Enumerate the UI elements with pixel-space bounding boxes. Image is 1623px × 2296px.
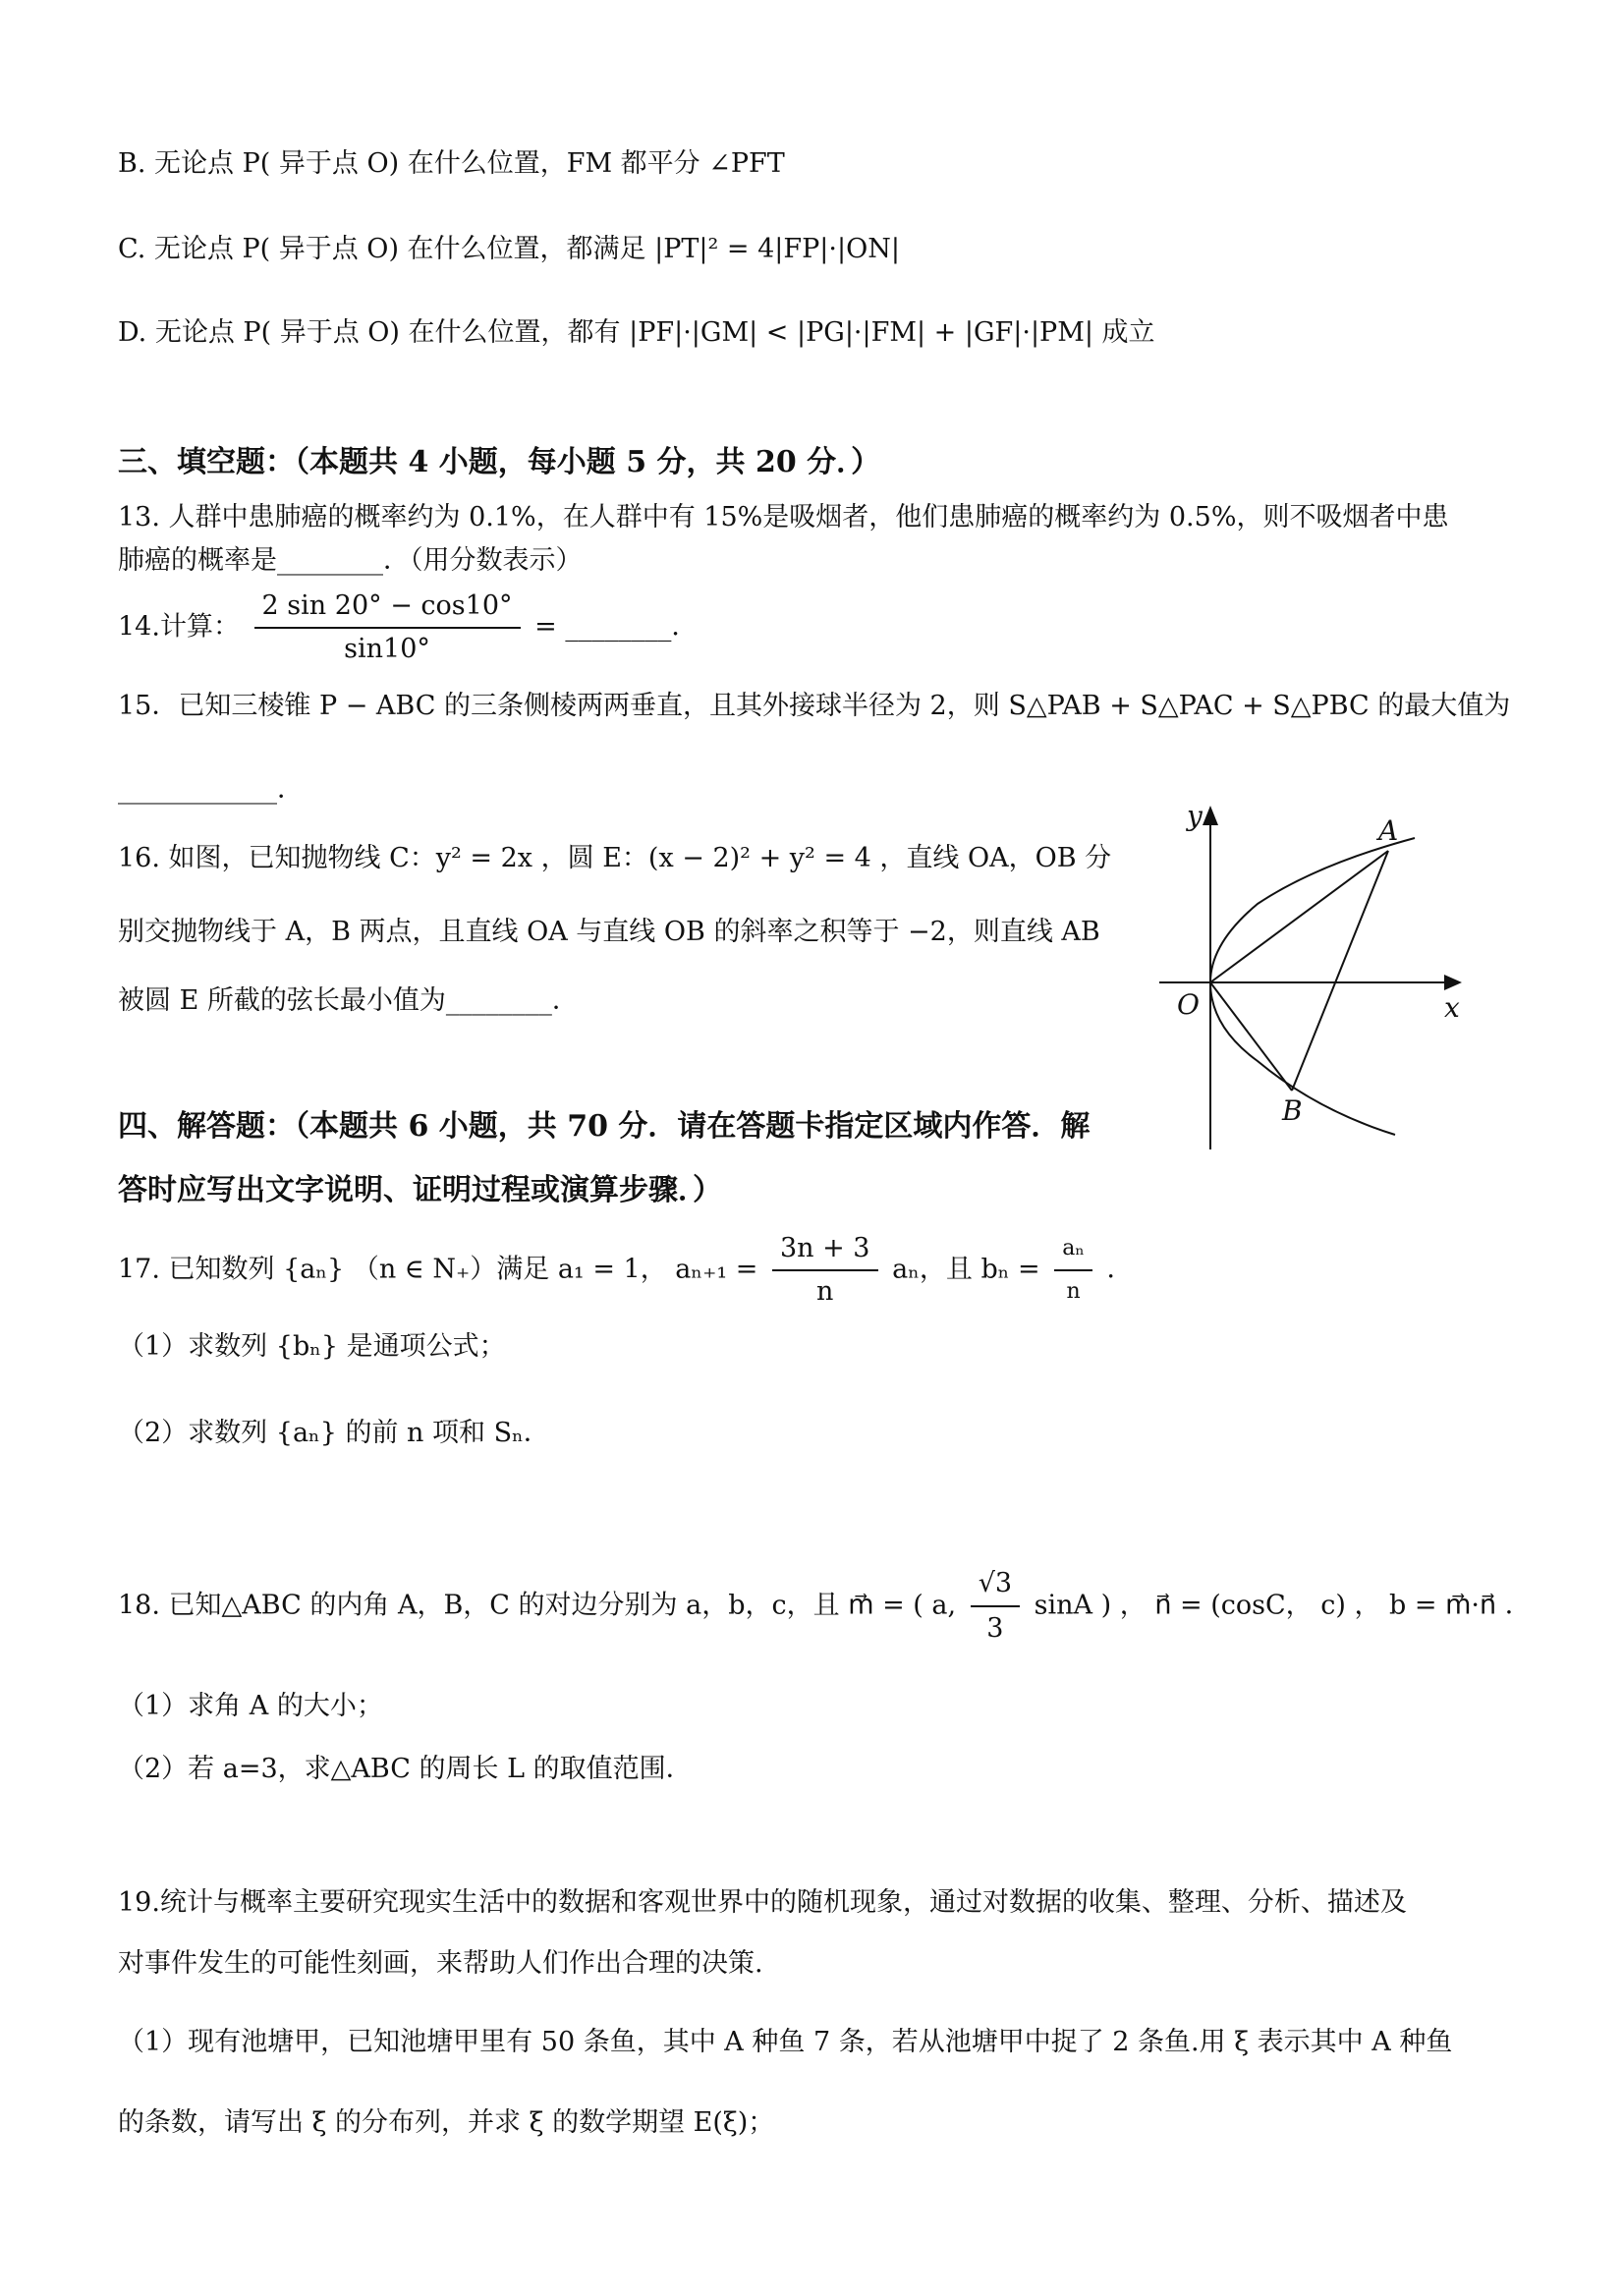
q18 bbox=[118, 1562, 1532, 1651]
q16-line3: 被圆 E 所截的弦长最小值为________． bbox=[118, 985, 579, 1016]
q14-prefix: 14.计算： bbox=[118, 611, 240, 643]
label-a: A bbox=[1378, 814, 1399, 847]
q17-numerator: 3n + 3 bbox=[772, 1228, 878, 1271]
q15-line2: ____________． bbox=[118, 774, 304, 805]
q19-part1-line1: （1）现有池塘甲，已知池塘甲里有 50 条鱼，其中 A 种鱼 7 条，若从池塘甲中捉了 2 条鱼.用 ξ 表示其中 A 种鱼 bbox=[118, 2027, 1453, 2057]
q17-b-fraction bbox=[1054, 1228, 1092, 1313]
q14-fraction bbox=[254, 586, 521, 670]
q18-fraction bbox=[971, 1562, 1020, 1651]
q17-denominator: n bbox=[816, 1276, 834, 1307]
q18-part1: （1）求角 A 的大小； bbox=[118, 1691, 383, 1721]
section4-heading-line2: 答时应写出文字说明、证明过程或演算步骤．） bbox=[118, 1173, 722, 1207]
q18-numerator: √3 bbox=[971, 1562, 1020, 1607]
q14-denominator: sin10° bbox=[344, 634, 430, 664]
q15-line1: 15．已知三棱锥 P − ABC 的三条侧棱两两垂直，且其外接球半径为 2，则 S△PAB + S△PAC + S△PBC 的最大值为 bbox=[118, 691, 1511, 721]
q17-fraction bbox=[772, 1228, 878, 1313]
option-d: D. 无论点 P( 异于点 O) 在什么位置，都有 |PF|·|GM| < |PG|·|FM| + |GF|·|PM| 成立 bbox=[118, 317, 1155, 348]
q17-mid: aₙ，且 bₙ = bbox=[892, 1254, 1040, 1285]
section4-heading-line1: 四、解答题：（本题共 6 小题，共 70 分．请在答题卡指定区域内作答．解 bbox=[118, 1109, 1091, 1144]
q17-prefix: 17. 已知数列 {aₙ} （n ∈ N₊）满足 a₁ = 1， aₙ₊₁ = bbox=[118, 1254, 758, 1285]
parabola-figure bbox=[1149, 796, 1474, 1159]
label-y: y bbox=[1187, 800, 1203, 832]
q18-suffix: sinA ) ， n⃗ = (cosC， c) ， b = m⃗·n⃗ ． bbox=[1034, 1590, 1532, 1621]
q19-line2: 对事件发生的可能性刻画，来帮助人们作出合理的决策. bbox=[118, 1948, 763, 1979]
q18-denominator: 3 bbox=[986, 1613, 1004, 1644]
q13-line1: 13. 人群中患肺癌的概率约为 0.1%，在人群中有 15%是吸烟者，他们患肺癌的概率约为 0.5%，则不吸烟者中患 bbox=[118, 502, 1449, 532]
option-b: B. 无论点 P( 异于点 O) 在什么位置，FM 都平分 ∠PFT bbox=[118, 148, 785, 179]
option-c: C. 无论点 P( 异于点 O) 在什么位置，都满足 |PT|² = 4|FP|·|ON| bbox=[118, 234, 900, 264]
y-axis-arrow-icon bbox=[1203, 806, 1218, 825]
section3-heading: 三、填空题：（本题共 4 小题，每小题 5 分，共 20 分．） bbox=[118, 445, 881, 479]
q19-part1-line2: 的条数，请写出 ξ 的分布列，并求 ξ 的数学期望 E(ξ)； bbox=[118, 2107, 775, 2138]
q14-suffix: = ________． bbox=[534, 611, 699, 643]
parabola-curve bbox=[1210, 838, 1415, 1135]
q19-line1: 19.统计与概率主要研究现实生活中的数据和客观世界中的随机现象，通过对数据的收集、整理、分析、描述及 bbox=[118, 1887, 1407, 1918]
label-o: O bbox=[1177, 988, 1200, 1021]
q14 bbox=[118, 586, 1515, 670]
q18-prefix: 18. 已知△ABC 的内角 A，B，C 的对边分别为 a，b，c，且 m⃗ = ( a, bbox=[118, 1590, 957, 1621]
q17-part2: （2）求数列 {aₙ} 的前 n 项和 Sₙ． bbox=[118, 1418, 550, 1448]
q17-b-numerator: aₙ bbox=[1054, 1228, 1092, 1271]
q17-part1: （1）求数列 {bₙ} 是通项公式； bbox=[118, 1331, 506, 1362]
label-x: x bbox=[1444, 991, 1460, 1024]
q17-b-denominator: n bbox=[1066, 1279, 1081, 1304]
q18-part2: （2）若 a=3，求△ABC 的周长 L 的取值范围． bbox=[118, 1754, 693, 1784]
q13-line2: 肺癌的概率是________．（用分数表示） bbox=[118, 545, 583, 576]
x-axis-arrow-icon bbox=[1444, 975, 1462, 990]
line-ob bbox=[1210, 982, 1292, 1091]
q14-numerator: 2 sin 20° − cos10° bbox=[254, 586, 521, 629]
q16-line2: 别交抛物线于 A，B 两点，且直线 OA 与直线 OB 的斜率之积等于 −2，则直线 AB bbox=[118, 917, 1100, 947]
q16-line1: 16. 如图，已知抛物线 C：y² = 2x ，圆 E：(x − 2)² + y² = 4 ，直线 OA，OB 分 bbox=[118, 843, 1112, 873]
q17-end: ． bbox=[1106, 1254, 1134, 1285]
q17 bbox=[118, 1228, 1515, 1313]
label-b: B bbox=[1282, 1094, 1303, 1127]
